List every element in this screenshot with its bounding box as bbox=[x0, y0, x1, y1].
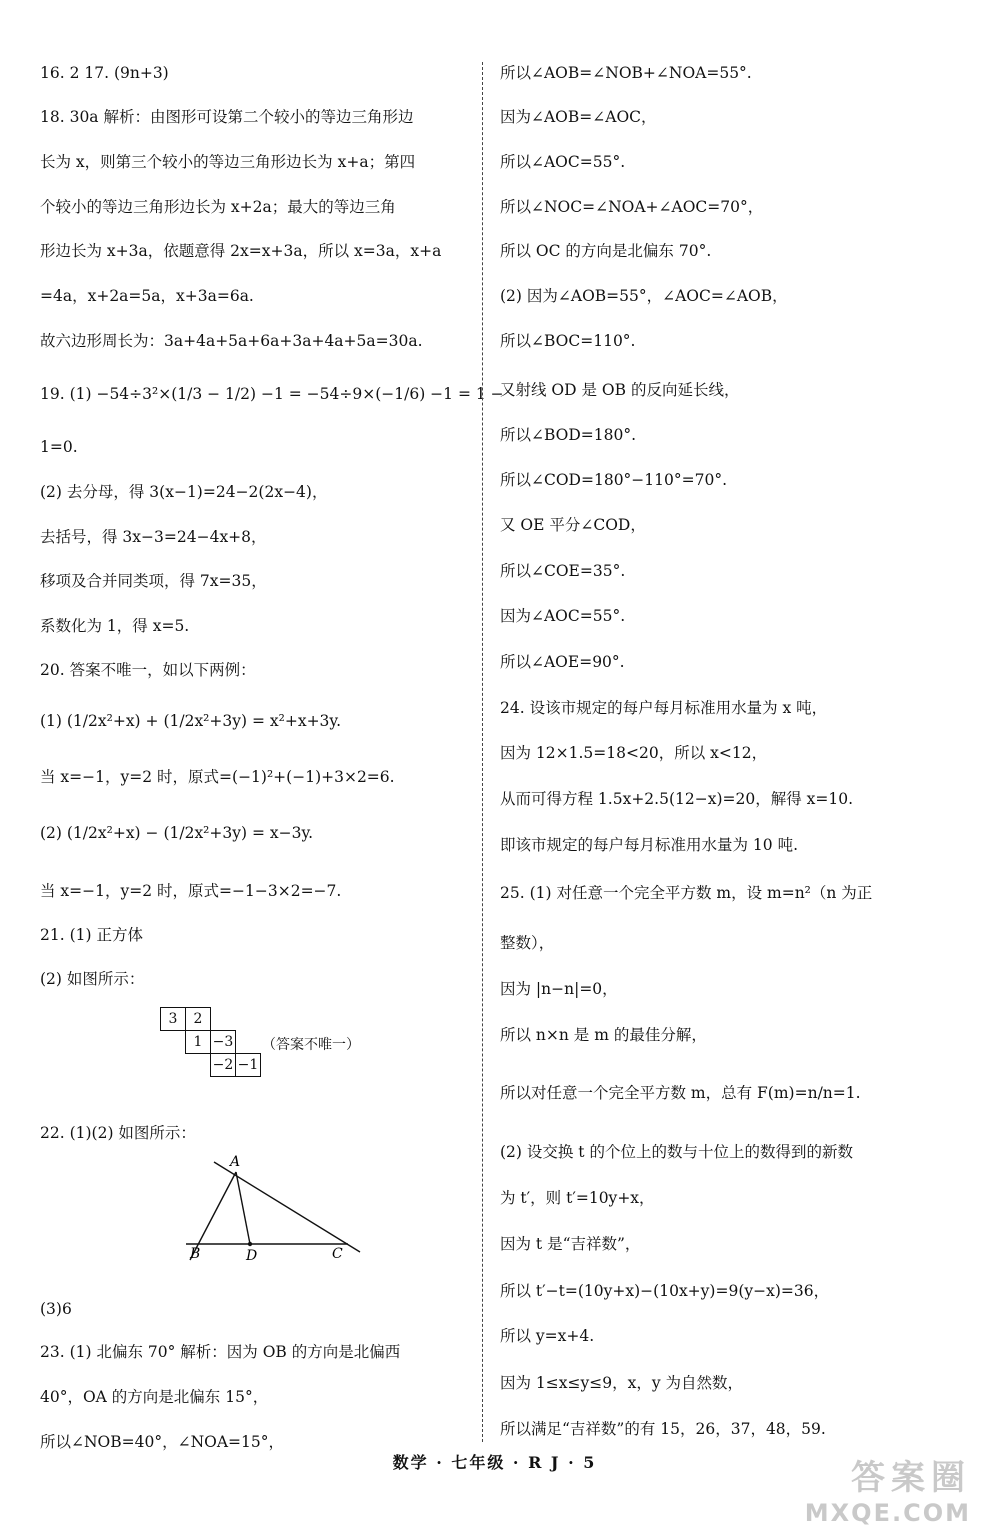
answer-line: 所以 n×n 是 m 的最佳分解， bbox=[500, 1026, 707, 1044]
net-note: （答案不唯一） bbox=[262, 1037, 360, 1053]
answer-line: 即该市规定的每户每月标准用水量为 10 吨. bbox=[500, 836, 799, 854]
answer-line: 长为 x，则第三个较小的等边三角形边长为 x+a；第四 bbox=[40, 153, 416, 171]
answer-line: 所以 t′−t=(10y+x)−(10x+y)=9(y−x)=36， bbox=[500, 1282, 830, 1300]
answer-line: (2) 如图所示： bbox=[40, 970, 145, 988]
triangle-figure bbox=[178, 1152, 378, 1282]
net-cell: 2 bbox=[186, 1008, 211, 1031]
answer-line: (2) 设交换 t 的个位上的数与十位上的数得到的新数 bbox=[500, 1143, 853, 1161]
net-cell: −3 bbox=[211, 1031, 236, 1054]
answer-line: 因为 t 是“吉祥数”， bbox=[500, 1235, 641, 1253]
answer-line: 所以∠AOB=∠NOB+∠NOA=55°. bbox=[500, 64, 752, 82]
answer-line: =4a，x+2a=5a，x+3a=6a. bbox=[40, 287, 254, 305]
page-footer: 数学 · 七年级 · R J · 5 bbox=[392, 1453, 597, 1472]
answer-line: 所以满足“吉祥数”的有 15，26，37，48，59. bbox=[500, 1420, 826, 1438]
label-a: A bbox=[230, 1154, 241, 1170]
label-b: B bbox=[190, 1246, 201, 1262]
label-c: C bbox=[332, 1246, 343, 1262]
answer-line: 移项及合并同类项，得 7x=35， bbox=[40, 572, 267, 590]
answer-line: 16. 2 17. (9n+3) bbox=[40, 64, 169, 82]
answer-line: 1=0. bbox=[40, 438, 78, 456]
answer-line: 因为∠AOC=55°. bbox=[500, 607, 626, 625]
label-d: D bbox=[246, 1248, 258, 1264]
answer-line: (2) 因为∠AOB=55°，∠AOC=∠AOB， bbox=[500, 287, 788, 305]
answer-line: 系数化为 1，得 x=5. bbox=[40, 617, 190, 635]
answer-line: 所以∠COE=35°. bbox=[500, 562, 626, 580]
answer-line: 所以 OC 的方向是北偏东 70°. bbox=[500, 242, 712, 260]
answer-line: 形边长为 x+3a，依题意得 2x=x+3a，所以 x=3a，x+a bbox=[40, 242, 442, 260]
answer-line: (2) 去分母，得 3(x−1)=24−2(2x−4)， bbox=[40, 483, 328, 501]
cube-net bbox=[160, 1007, 261, 1077]
answer-line: 去括号，得 3x−3=24−4x+8， bbox=[40, 528, 267, 546]
net-cell: 3 bbox=[161, 1008, 186, 1031]
answer-line: 23. (1) 北偏东 70° 解析：因为 OB 的方向是北偏西 bbox=[40, 1343, 401, 1361]
answer-line: 因为∠AOB=∠AOC， bbox=[500, 108, 657, 126]
answer-line: 因为 12×1.5=18<20，所以 x<12， bbox=[500, 744, 768, 762]
answer-line: 40°，OA 的方向是北偏东 15°， bbox=[40, 1388, 269, 1406]
answer-line: 25. (1) 对任意一个完全平方数 m，设 m=n²（n 为正 bbox=[500, 884, 873, 902]
answer-line: 为 t′，则 t′=10y+x， bbox=[500, 1189, 655, 1207]
net-cell: −2 bbox=[211, 1054, 236, 1077]
point-d-marker bbox=[248, 1242, 252, 1246]
answer-line: 所以对任意一个完全平方数 m，总有 F(m)=n/n=1. bbox=[500, 1084, 861, 1102]
answer-line: 20. 答案不唯一，如以下两例： bbox=[40, 661, 256, 679]
answer-line: 个较小的等边三角形边长为 x+2a；最大的等边三角 bbox=[40, 198, 396, 216]
answer-line: 所以∠NOB=40°，∠NOA=15°， bbox=[40, 1433, 285, 1451]
answer-line: 当 x=−1，y=2 时，原式=(−1)²+(−1)+3×2=6. bbox=[40, 768, 395, 786]
answer-line: 19. (1) −54÷3²×(1/3 − 1/2) −1 = −54÷9×(−1/6) −1 = 1 − bbox=[40, 385, 504, 403]
answer-line: 18. 30a 解析：由图形可设第二个较小的等边三角形边 bbox=[40, 108, 414, 126]
answer-line: 24. 设该市规定的每户每月标准用水量为 x 吨， bbox=[500, 699, 828, 717]
answer-line: 所以∠AOC=55°. bbox=[500, 153, 626, 171]
answer-line: 所以∠NOC=∠NOA+∠AOC=70°， bbox=[500, 198, 764, 216]
answer-line: (2) (1/2x²+x) − (1/2x²+3y) = x−3y. bbox=[40, 824, 314, 842]
watermark-logo bbox=[805, 1450, 971, 1527]
answer-line: 21. (1) 正方体 bbox=[40, 926, 143, 944]
column-divider bbox=[482, 62, 483, 1442]
answer-line: 又 OE 平分∠COD， bbox=[500, 516, 646, 534]
answer-line: 因为 1≤x≤y≤9，x，y 为自然数， bbox=[500, 1374, 744, 1392]
answer-line: 所以∠AOE=90°. bbox=[500, 653, 625, 671]
answer-line: 又射线 OD 是 OB 的反向延长线， bbox=[500, 381, 740, 399]
answer-line: 所以∠BOC=110°. bbox=[500, 332, 636, 350]
net-cell: 1 bbox=[186, 1031, 211, 1054]
answer-line: 所以∠BOD=180°. bbox=[500, 426, 637, 444]
answer-line: (3)6 bbox=[40, 1300, 72, 1318]
watermark-url: MXQE.COM bbox=[804, 1499, 971, 1527]
answer-line: 因为 |n−n|=0， bbox=[500, 980, 618, 998]
answer-line: 当 x=−1，y=2 时，原式=−1−3×2=−7. bbox=[40, 882, 342, 900]
answer-line: 22. (1)(2) 如图所示： bbox=[40, 1124, 196, 1142]
answer-line: 从而可得方程 1.5x+2.5(12−x)=20，解得 x=10. bbox=[500, 790, 854, 808]
net-cell: −1 bbox=[236, 1054, 261, 1077]
watermark-text: 答案圈 bbox=[851, 1458, 971, 1498]
answer-line: 所以∠COD=180°−110°=70°. bbox=[500, 471, 728, 489]
answer-line: 所以 y=x+4. bbox=[500, 1327, 595, 1345]
answer-line: (1) (1/2x²+x) + (1/2x²+3y) = x²+x+3y. bbox=[40, 712, 342, 730]
answer-line: 故六边形周长为：3a+4a+5a+6a+3a+4a+5a=30a. bbox=[40, 332, 423, 350]
line-ac-extended bbox=[214, 1162, 360, 1252]
answer-line: 整数）， bbox=[500, 934, 555, 952]
